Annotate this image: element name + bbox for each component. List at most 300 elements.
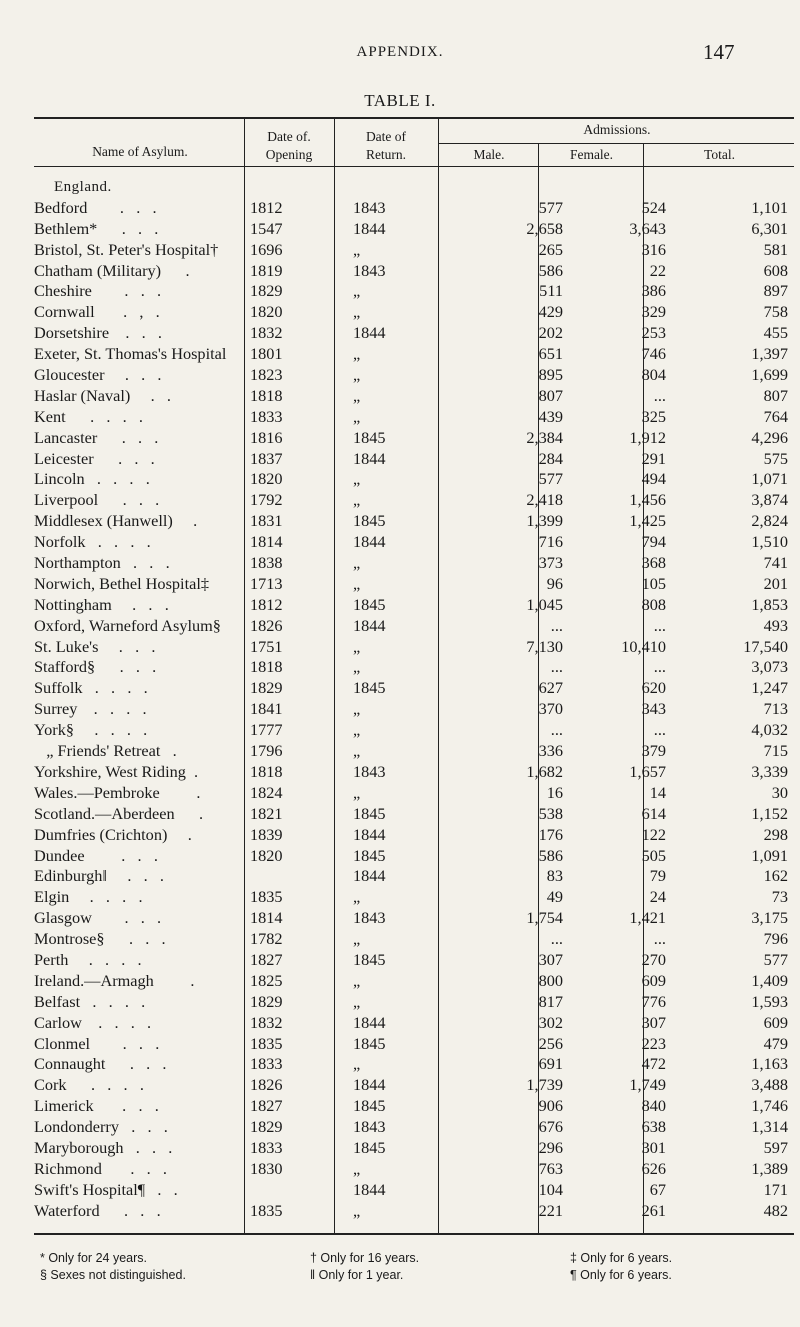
cell-male: 439 — [538, 406, 563, 426]
cell-female: 494 — [641, 469, 666, 489]
cell-return: „ — [353, 365, 361, 385]
cell-opening: 1833 — [250, 406, 283, 426]
cell-return: „ — [353, 1054, 361, 1074]
cell-return: „ — [353, 344, 361, 364]
cell-male: 1,739 — [526, 1075, 563, 1095]
cell-female: 3,643 — [629, 218, 666, 238]
cell-total: 1,163 — [751, 1054, 788, 1074]
cell-male: 1,754 — [526, 908, 563, 928]
cell-return: „ — [353, 553, 361, 573]
cell-opening: 1833 — [250, 1137, 283, 1157]
cell-return: 1844 — [353, 1179, 386, 1199]
cell-male: 2,418 — [526, 490, 563, 510]
cell-return: „ — [353, 782, 361, 802]
table-row — [34, 741, 794, 762]
table-row — [34, 553, 794, 574]
table-row — [34, 657, 794, 678]
cell-name: Maryborough . . . — [34, 1137, 173, 1157]
cell-name: Liverpool . . . — [34, 490, 160, 510]
cell-female: 307 — [641, 1012, 666, 1032]
cell-name: Montrose§ . . . — [34, 929, 166, 949]
cell-name: Leicester . . . — [34, 448, 155, 468]
cell-name: Richmond . . . — [34, 1158, 167, 1178]
table-top-rule — [34, 117, 794, 119]
cell-opening: 1713 — [250, 573, 283, 593]
cell-female: 223 — [641, 1033, 666, 1053]
cell-return: „ — [353, 239, 361, 259]
cell-total: 1,247 — [751, 678, 788, 698]
cell-opening: 1777 — [250, 720, 283, 740]
cell-opening: 1835 — [250, 887, 283, 907]
cell-return: 1843 — [353, 260, 386, 280]
header-opening-line1: Date of. — [267, 129, 311, 144]
cell-total: 758 — [763, 302, 788, 322]
running-head: APPENDIX. — [356, 44, 444, 60]
cell-total: 1,101 — [751, 197, 788, 217]
cell-female: 316 — [641, 239, 666, 259]
cell-opening: 1696 — [250, 239, 283, 259]
cell-opening: 1816 — [250, 427, 283, 447]
cell-name: Cork . . . . — [34, 1075, 144, 1095]
cell-male: 807 — [538, 385, 563, 405]
cell-name: Carlow . . . . — [34, 1012, 152, 1032]
cell-name: „ Friends' Retreat . — [34, 741, 177, 761]
cell-opening: 1812 — [250, 197, 283, 217]
cell-female: 746 — [641, 344, 666, 364]
cell-total: 73 — [771, 887, 788, 907]
cell-total: 17,540 — [743, 636, 788, 656]
cell-opening: 1832 — [250, 1012, 283, 1032]
cell-opening: 1831 — [250, 511, 283, 531]
cell-female: ... — [653, 657, 666, 677]
cell-male: 1,399 — [526, 511, 563, 531]
cell-female: 301 — [641, 1137, 666, 1157]
cell-opening: 1547 — [250, 218, 283, 238]
table-row — [34, 804, 794, 825]
cell-female: 325 — [641, 406, 666, 426]
cell-name: Londonderry . . . — [34, 1117, 168, 1137]
table-row — [34, 428, 794, 449]
cell-female: 368 — [641, 553, 666, 573]
cell-total: 741 — [763, 553, 788, 573]
cell-total: 581 — [763, 239, 788, 259]
cell-name: Lincoln . . . . — [34, 469, 150, 489]
cell-total: 1,409 — [751, 970, 788, 990]
cell-name: Middlesex (Hanwell) . — [34, 511, 198, 531]
cell-opening: 1782 — [250, 929, 283, 949]
cell-name: Norfolk . . . . — [34, 532, 151, 552]
table-row — [34, 783, 794, 804]
cell-return: 1843 — [353, 761, 386, 781]
cell-return: 1845 — [353, 678, 386, 698]
cell-total: 597 — [763, 1137, 788, 1157]
cell-female: 253 — [641, 323, 666, 343]
cell-total: 3,488 — [751, 1075, 788, 1095]
cell-female: 10,410 — [621, 636, 666, 656]
cell-total: 715 — [763, 741, 788, 761]
table-row — [34, 1034, 794, 1055]
cell-total: 1,699 — [751, 365, 788, 385]
cell-opening: 1820 — [250, 845, 283, 865]
table-row — [34, 365, 794, 386]
cell-return: 1844 — [353, 615, 386, 635]
cell-opening: 1824 — [250, 782, 283, 802]
cell-female: 794 — [641, 532, 666, 552]
cell-male: 577 — [538, 469, 563, 489]
table-title: TABLE I. — [364, 91, 436, 110]
cell-return: „ — [353, 406, 361, 426]
cell-male: 202 — [538, 323, 563, 343]
table-row — [34, 1159, 794, 1180]
cell-female: 776 — [641, 991, 666, 1011]
table-row — [34, 323, 794, 344]
cell-return: „ — [353, 281, 361, 301]
cell-male: 284 — [538, 448, 563, 468]
cell-male: ... — [550, 720, 563, 740]
cell-female: 614 — [641, 803, 666, 823]
cell-opening: 1841 — [250, 699, 283, 719]
cell-male: 1,045 — [526, 594, 563, 614]
cell-return: 1845 — [353, 594, 386, 614]
cell-name: Scotland.—Aberdeen . — [34, 803, 204, 823]
cell-male: 7,130 — [526, 636, 563, 656]
cell-opening: 1818 — [250, 657, 283, 677]
cell-female: 626 — [641, 1158, 666, 1178]
cell-name: Yorkshire, West Riding . — [34, 761, 199, 781]
page-number: 147 — [703, 40, 735, 64]
cell-total: 4,296 — [751, 427, 788, 447]
cell-opening: 1751 — [250, 636, 283, 656]
cell-return: „ — [353, 1158, 361, 1178]
cell-male: 577 — [538, 197, 563, 217]
cell-return: „ — [353, 970, 361, 990]
table-row — [34, 240, 794, 261]
cell-male: 906 — [538, 1096, 563, 1116]
cell-name: Edinburgh‖ . . . — [34, 866, 164, 886]
table-row — [34, 929, 794, 950]
cell-name: Bedford . . . — [34, 197, 157, 217]
cell-total: 3,175 — [751, 908, 788, 928]
cell-female: 1,749 — [629, 1075, 666, 1095]
cell-name: Dorsetshire . . . — [34, 323, 162, 343]
table-row — [34, 720, 794, 741]
cell-return: 1844 — [353, 866, 386, 886]
cell-name: Limerick . . . — [34, 1096, 159, 1116]
cell-opening: 1839 — [250, 824, 283, 844]
table-row — [34, 490, 794, 511]
cell-female: ... — [653, 720, 666, 740]
table-row — [34, 281, 794, 302]
cell-male: 676 — [538, 1117, 563, 1137]
cell-female: 808 — [641, 594, 666, 614]
table-row — [34, 511, 794, 532]
table-row — [34, 1096, 794, 1117]
header-bottom-rule — [34, 166, 794, 167]
cell-female: 1,912 — [629, 427, 666, 447]
cell-total: 2,824 — [751, 511, 788, 531]
footnote-3: ‡ Only for 6 years. — [570, 1251, 673, 1265]
cell-female: 14 — [649, 782, 666, 802]
cell-total: 201 — [763, 573, 788, 593]
cell-return: 1844 — [353, 323, 386, 343]
table-row — [34, 532, 794, 553]
cell-male: 538 — [538, 803, 563, 823]
cell-female: 1,425 — [629, 511, 666, 531]
cell-opening: 1835 — [250, 1033, 283, 1053]
section-england-label: England. — [54, 179, 112, 195]
cell-opening: 1823 — [250, 365, 283, 385]
cell-male: ... — [550, 929, 563, 949]
cell-female: 472 — [641, 1054, 666, 1074]
table-row — [34, 302, 794, 323]
table-row — [34, 219, 794, 240]
cell-female: 22 — [649, 260, 666, 280]
cell-male: 895 — [538, 365, 563, 385]
cell-return: 1844 — [353, 824, 386, 844]
admissions-rule — [438, 143, 794, 144]
cell-male: 256 — [538, 1033, 563, 1053]
cell-male: 96 — [546, 573, 563, 593]
cell-male: ... — [550, 615, 563, 635]
cell-opening: 1801 — [250, 344, 283, 364]
table-row — [34, 908, 794, 929]
cell-male: 800 — [538, 970, 563, 990]
cell-opening: 1792 — [250, 490, 283, 510]
table-row — [34, 261, 794, 282]
cell-total: 1,746 — [751, 1096, 788, 1116]
cell-name: Oxford, Warneford Asylum§ — [34, 615, 221, 635]
cell-male: 336 — [538, 741, 563, 761]
cell-return: 1845 — [353, 1096, 386, 1116]
cell-total: 1,152 — [751, 803, 788, 823]
table-row — [34, 1138, 794, 1159]
table-row — [34, 1180, 794, 1201]
cell-total: 764 — [763, 406, 788, 426]
cell-name: Belfast . . . . — [34, 991, 146, 1011]
cell-female: 1,456 — [629, 490, 666, 510]
cell-male: 83 — [546, 866, 563, 886]
cell-name: Connaught . . . — [34, 1054, 167, 1074]
footnote-1: * Only for 24 years. — [40, 1251, 147, 1265]
cell-name: Chatham (Military) . — [34, 260, 190, 280]
cell-return: „ — [353, 302, 361, 322]
cell-female: 505 — [641, 845, 666, 865]
cell-return: „ — [353, 741, 361, 761]
cell-opening: 1838 — [250, 553, 283, 573]
cell-name: St. Luke's . . . — [34, 636, 156, 656]
cell-name: Swift's Hospital¶ . . — [34, 1179, 178, 1199]
cell-name: Dumfries (Crichton) . — [34, 824, 192, 844]
cell-return: „ — [353, 699, 361, 719]
cell-return: „ — [353, 573, 361, 593]
cell-name: Dundee . . . — [34, 845, 158, 865]
cell-female: 291 — [641, 448, 666, 468]
cell-female: 379 — [641, 741, 666, 761]
cell-return: 1845 — [353, 949, 386, 969]
table-row — [34, 198, 794, 219]
cell-total: 608 — [763, 260, 788, 280]
table-row — [34, 449, 794, 470]
header-male: Male. — [473, 147, 505, 162]
cell-name: Waterford . . . — [34, 1200, 161, 1220]
cell-return: 1845 — [353, 845, 386, 865]
cell-name: Glasgow . . . — [34, 908, 162, 928]
cell-total: 575 — [763, 448, 788, 468]
cell-opening: 1820 — [250, 469, 283, 489]
cell-opening: 1835 — [250, 1200, 283, 1220]
cell-male: 104 — [538, 1179, 563, 1199]
cell-opening: 1837 — [250, 448, 283, 468]
cell-male: 370 — [538, 699, 563, 719]
table-row — [34, 637, 794, 658]
cell-name: Lancaster . . . — [34, 427, 159, 447]
cell-female: ... — [653, 385, 666, 405]
cell-male: 627 — [538, 678, 563, 698]
cell-name: Elgin . . . . — [34, 887, 143, 907]
cell-female: 122 — [641, 824, 666, 844]
cell-total: 3,073 — [751, 657, 788, 677]
cell-total: 171 — [763, 1179, 788, 1199]
cell-male: 691 — [538, 1054, 563, 1074]
cell-male: 373 — [538, 553, 563, 573]
cell-return: 1845 — [353, 1137, 386, 1157]
cell-return: 1843 — [353, 1117, 386, 1137]
cell-total: 713 — [763, 699, 788, 719]
cell-opening: 1832 — [250, 323, 283, 343]
cell-opening: 1796 — [250, 741, 283, 761]
table-row — [34, 1075, 794, 1096]
cell-opening: 1820 — [250, 302, 283, 322]
cell-male: 221 — [538, 1200, 563, 1220]
header-female: Female. — [569, 147, 614, 162]
cell-male: 429 — [538, 302, 563, 322]
cell-female: 105 — [641, 573, 666, 593]
cell-return: 1844 — [353, 1012, 386, 1032]
cell-name: Bethlem* . . . — [34, 218, 159, 238]
cell-opening: 1826 — [250, 1075, 283, 1095]
cell-total: 1,314 — [751, 1117, 788, 1137]
cell-male: 586 — [538, 845, 563, 865]
cell-return: 1844 — [353, 1075, 386, 1095]
cell-female: ... — [653, 615, 666, 635]
table-row — [34, 762, 794, 783]
cell-male: ... — [550, 657, 563, 677]
cell-return: „ — [353, 490, 361, 510]
table-row — [34, 950, 794, 971]
table-body — [34, 177, 794, 1222]
cell-total: 577 — [763, 949, 788, 969]
header-total: Total. — [704, 147, 735, 162]
cell-total: 1,091 — [751, 845, 788, 865]
row-container — [34, 198, 794, 1222]
cell-female: 343 — [641, 699, 666, 719]
header-return — [336, 128, 436, 164]
cell-opening: 1827 — [250, 949, 283, 969]
cell-opening: 1826 — [250, 615, 283, 635]
cell-total: 6,301 — [751, 218, 788, 238]
cell-return: 1844 — [353, 218, 386, 238]
table-row — [34, 825, 794, 846]
header-name: Name of Asylum. — [92, 144, 188, 159]
cell-total: 479 — [763, 1033, 788, 1053]
table-row — [34, 866, 794, 887]
cell-return: „ — [353, 657, 361, 677]
table-row — [34, 846, 794, 867]
cell-female: 79 — [649, 866, 666, 886]
table-row — [34, 1054, 794, 1075]
cell-return: „ — [353, 469, 361, 489]
cell-opening: 1821 — [250, 803, 283, 823]
cell-male: 817 — [538, 991, 563, 1011]
cell-male: 265 — [538, 239, 563, 259]
cell-opening: 1814 — [250, 908, 283, 928]
cell-opening: 1814 — [250, 532, 283, 552]
cell-female: 261 — [641, 1200, 666, 1220]
cell-total: 493 — [763, 615, 788, 635]
cell-name: Bristol, St. Peter's Hospital† — [34, 239, 219, 259]
table-row — [34, 992, 794, 1013]
cell-return: „ — [353, 636, 361, 656]
cell-female: 386 — [641, 281, 666, 301]
cell-total: 455 — [763, 323, 788, 343]
cell-return: 1845 — [353, 1033, 386, 1053]
footnote-5: ‖ Only for 1 year. — [310, 1268, 404, 1282]
cell-total: 796 — [763, 929, 788, 949]
cell-name: Exeter, St. Thomas's Hospital — [34, 344, 227, 364]
cell-female: 24 — [649, 887, 666, 907]
table-row — [34, 699, 794, 720]
cell-total: 1,071 — [751, 469, 788, 489]
cell-total: 298 — [763, 824, 788, 844]
cell-name: Perth . . . . — [34, 949, 142, 969]
cell-return: „ — [353, 385, 361, 405]
header-return-line2: Return. — [365, 147, 407, 162]
cell-name: Surrey . . . . — [34, 699, 147, 719]
header-opening — [246, 128, 332, 164]
cell-return: „ — [353, 720, 361, 740]
cell-male: 716 — [538, 532, 563, 552]
cell-return: 1845 — [353, 803, 386, 823]
cell-total: 30 — [771, 782, 788, 802]
cell-female: 638 — [641, 1117, 666, 1137]
cell-male: 307 — [538, 949, 563, 969]
cell-male: 763 — [538, 1158, 563, 1178]
cell-opening: 1818 — [250, 761, 283, 781]
cell-name: Nottingham . . . — [34, 594, 169, 614]
cell-female: ... — [653, 929, 666, 949]
cell-total: 1,389 — [751, 1158, 788, 1178]
cell-opening: 1818 — [250, 385, 283, 405]
cell-female: 609 — [641, 970, 666, 990]
cell-return: 1845 — [353, 427, 386, 447]
footnote-4: § Sexes not distinguished. — [40, 1268, 186, 1282]
cell-total: 3,339 — [751, 761, 788, 781]
cell-opening: 1833 — [250, 1054, 283, 1074]
cell-total: 1,593 — [751, 991, 788, 1011]
cell-name: Ireland.—Armagh . — [34, 970, 195, 990]
table-row — [34, 971, 794, 992]
cell-opening: 1829 — [250, 281, 283, 301]
cell-total: 1,397 — [751, 344, 788, 364]
section-england — [34, 177, 794, 198]
cell-name: Suffolk . . . . — [34, 678, 148, 698]
cell-name: Northampton . . . — [34, 553, 170, 573]
table-row — [34, 887, 794, 908]
cell-opening: 1830 — [250, 1158, 283, 1178]
cell-name: Kent . . . . — [34, 406, 143, 426]
table-row — [34, 1013, 794, 1034]
cell-return: „ — [353, 991, 361, 1011]
